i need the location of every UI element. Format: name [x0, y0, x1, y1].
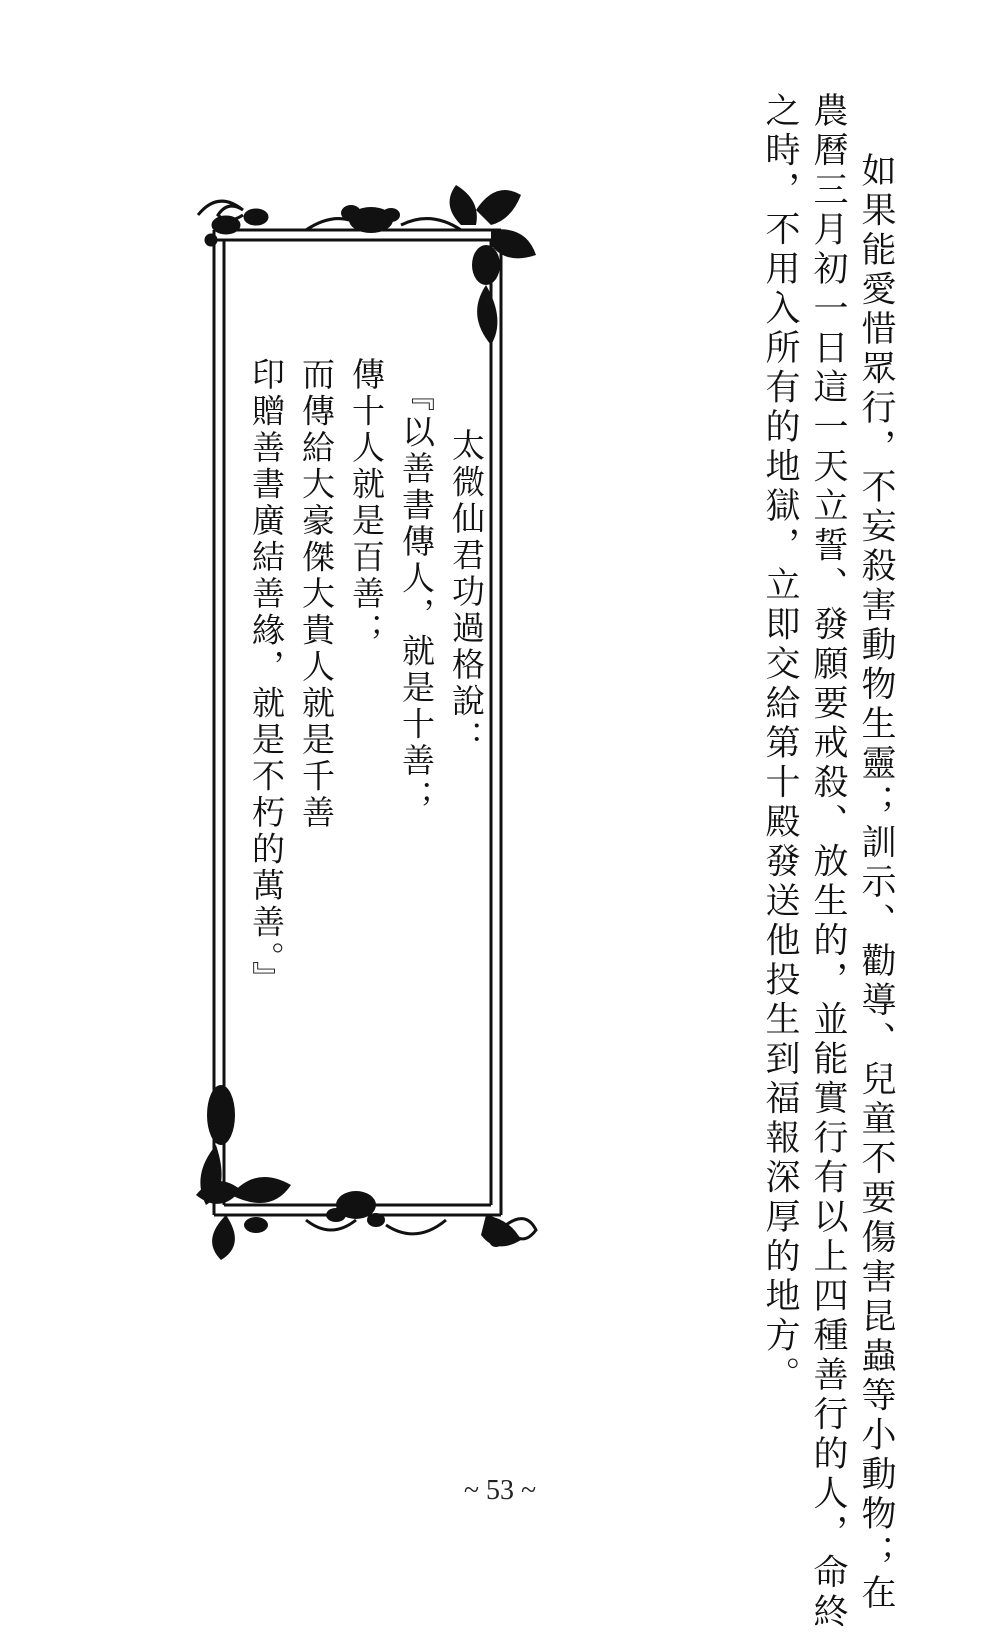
quote-column-2: 『以善書傳人，就是十善； [397, 378, 436, 816]
main-text-column-3: 之時，不用入所有的地獄，立即交給第十殿發送他投生到福報深厚的地方。 [760, 92, 800, 1396]
quote-column-5: 印贈善書廣結善緣，就是不朽的萬善。』 [247, 357, 286, 998]
quote-box [186, 185, 541, 1260]
quote-column-3: 傳十人就是百善； [347, 357, 386, 649]
main-text-column-1: 如果能愛惜眾行，不妄殺害動物生靈；訓示、勸導、兒童不要傷害昆蟲等小動物；在 [856, 152, 896, 1614]
ornamental-frame [186, 185, 541, 1260]
main-text-column-2: 農曆三月初一日這一天立誓、發願要戒殺、放生的，並能實行有以上四種善行的人，命終 [808, 92, 848, 1633]
page-number: ~ 53 ~ [463, 1475, 537, 1506]
quote-column-1: 太微仙君功過格說： [447, 428, 486, 757]
quote-column-4: 而傳給大豪傑大貴人就是千善 [297, 357, 336, 832]
